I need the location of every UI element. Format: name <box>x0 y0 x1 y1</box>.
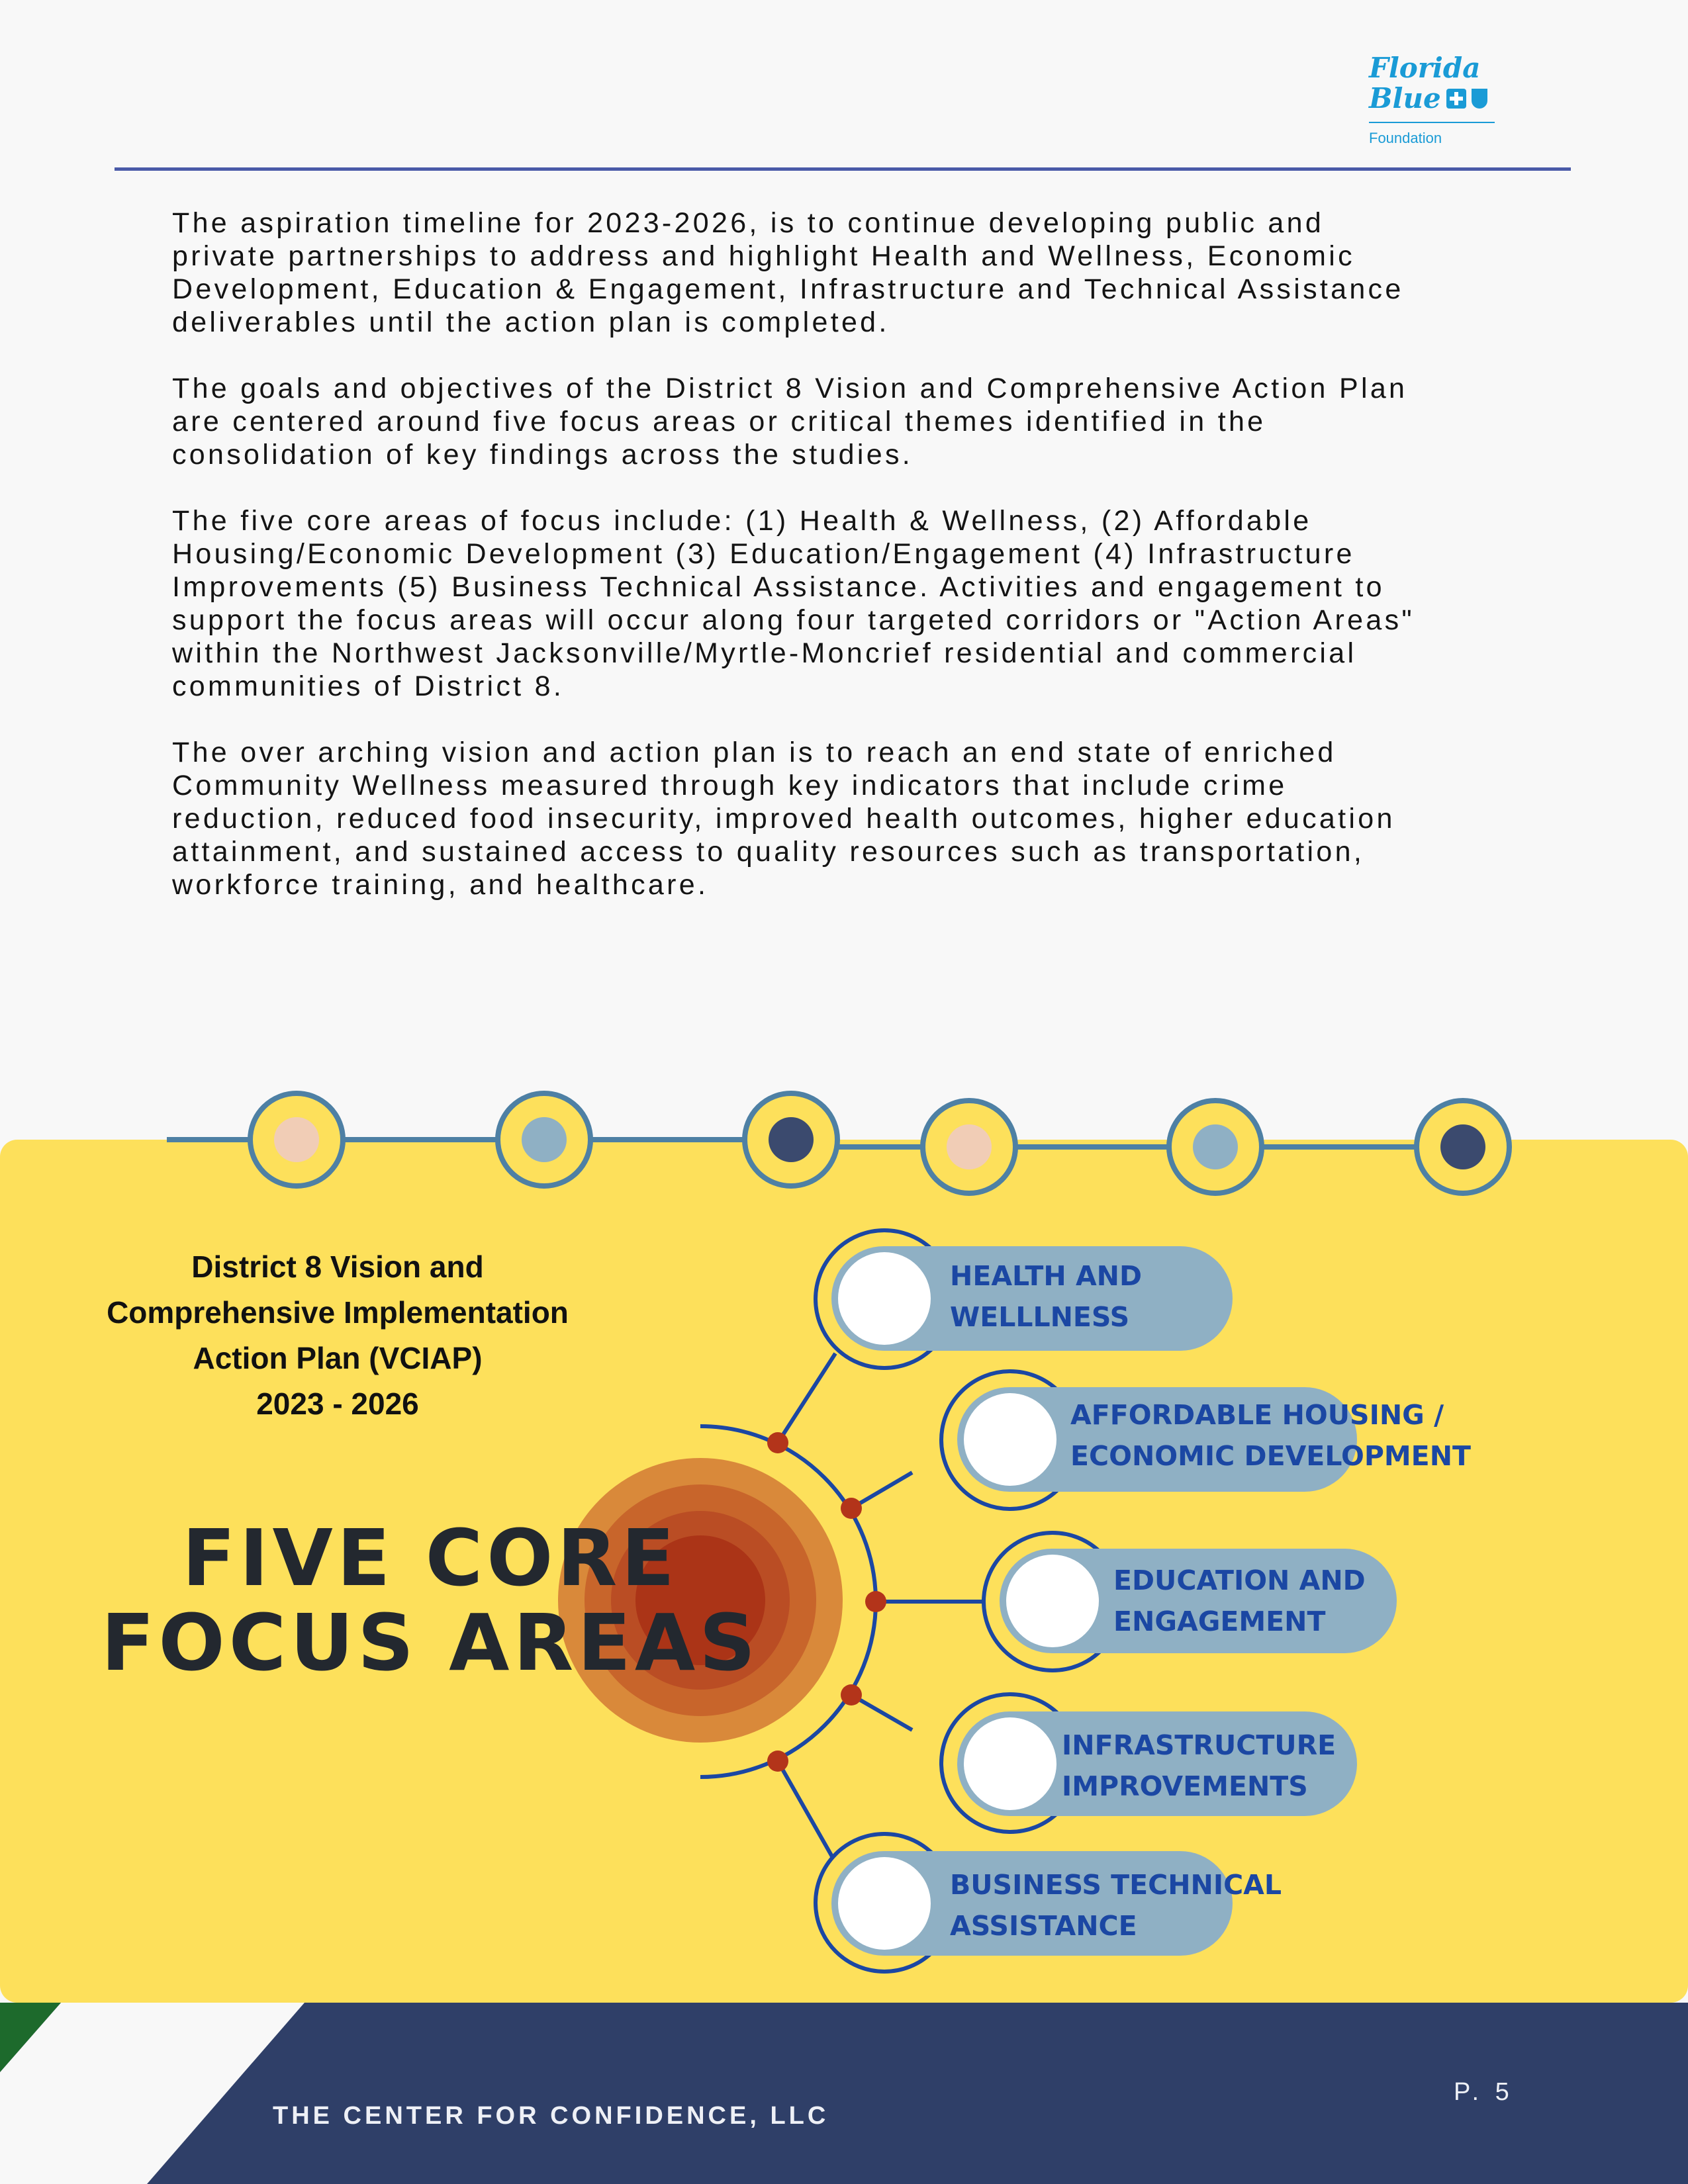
plan-title-line4: 2023 - 2026 <box>256 1387 419 1421</box>
focus-label-business-line1: BUSINESS TECHNICAL <box>950 1869 1282 1901</box>
timeline <box>167 1093 1509 1193</box>
focus-label-housing-line1: AFFORDABLE HOUSING / <box>1070 1399 1444 1431</box>
plan-title <box>66 1244 609 1427</box>
focus-label-infrastructure-line1: INFRASTRUCTURE <box>1062 1729 1336 1761</box>
paragraph-aspiration: The aspiration timeline for 2023-2026, is to continue developing public and private partnerships to address and highlight Health and Wellness, Economic Development, Education & Engagement, Infrastructure and Technical Assistance deliverables until the action plan is completed. <box>172 207 1404 338</box>
timeline-node-4 <box>923 1101 1015 1193</box>
focus-label-infrastructure <box>1062 1725 1336 1807</box>
paragraph-goals: The goals and objectives of the District 8 Vision and Comprehensive Action Plan are centered around five focus areas or critical themes identified in the consolidation of key findings across the studies. <box>172 373 1408 471</box>
timeline-node-5 <box>1169 1101 1262 1193</box>
timeline-node-2 <box>498 1093 590 1186</box>
focus-label-health-line2: WELLLNESS <box>950 1301 1130 1333</box>
five-core-line1: FIVE CORE <box>182 1512 679 1604</box>
focus-label-business-line2: ASSISTANCE <box>950 1910 1137 1942</box>
plan-title-line3: Action Plan (VCIAP) <box>193 1341 483 1375</box>
focus-label-education <box>1113 1560 1366 1642</box>
five-core-heading <box>79 1512 781 1688</box>
paragraph-vision: The over arching vision and action plan is to reach an end state of enriched Community Wellness measured through key indicators that include crime reduction, reduced food insecurity, improved health outcomes, higher education attainment, and sustained access to quality resources such as transportation, workforce training, and healthcare. <box>172 737 1395 901</box>
focus-label-education-line1: EDUCATION AND <box>1113 1565 1366 1596</box>
focus-label-housing <box>1070 1394 1471 1477</box>
page-number: P. 5 <box>1454 2078 1514 2106</box>
timeline-node-3 <box>745 1093 837 1186</box>
logo-wordmark-line2: Blue <box>1369 82 1441 114</box>
plan-title-line1: District 8 Vision and <box>191 1250 484 1284</box>
five-core-line2: FOCUS AREAS <box>101 1597 760 1688</box>
focus-label-infrastructure-line2: IMPROVEMENTS <box>1062 1770 1308 1802</box>
timeline-node-1 <box>250 1093 343 1186</box>
timeline-node-6 <box>1417 1101 1509 1193</box>
focus-label-health-line1: HEALTH AND <box>950 1260 1143 1292</box>
focus-label-housing-line2: ECONOMIC DEVELOPMENT <box>1070 1440 1471 1472</box>
focus-label-business <box>950 1864 1282 1946</box>
paragraph-core-areas: The five core areas of focus include: (1) Health & Wellness, (2) Affordable Housing/Economic Development (3) Education/Engagement (4) Infrastructure Improvements (5) Business Technical Assistance. Activities and engagement to support the focus areas will occur along four targeted corridors or "Action Areas" within the Northwest Jacksonville/Myrtle-Moncrief residential and commercial communities of District 8. <box>172 505 1415 702</box>
logo-foundation-text: Foundation <box>1369 130 1442 146</box>
logo-wordmark-line1: Florida <box>1369 52 1481 84</box>
footer-company-name: THE CENTER FOR CONFIDENCE, LLC <box>273 2102 829 2130</box>
focus-label-education-line2: ENGAGEMENT <box>1113 1606 1326 1637</box>
focus-label-health <box>950 1255 1142 1338</box>
plan-title-line2: Comprehensive Implementation <box>107 1295 569 1330</box>
